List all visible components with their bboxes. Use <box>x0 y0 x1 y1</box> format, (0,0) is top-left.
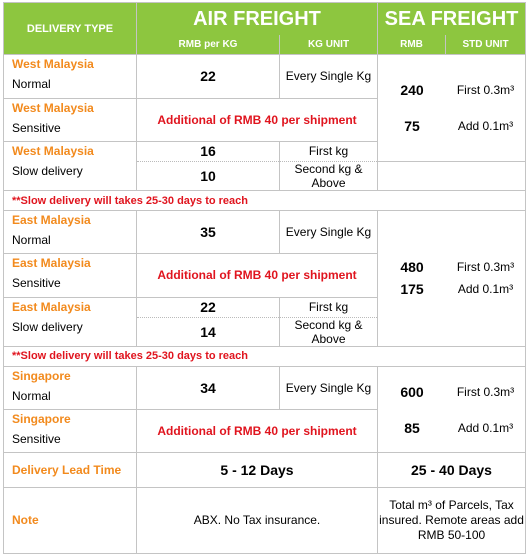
singapore-sensitive-type <box>4 410 137 453</box>
east-slow-notice: **Slow delivery will takes 25-30 days to reach <box>4 346 526 366</box>
west-slow-type <box>4 141 137 190</box>
region-label: West Malaysia <box>12 57 94 72</box>
east-slow-unit-1: First kg <box>280 297 378 317</box>
air-lead-time: 5 - 12 Days <box>137 453 378 487</box>
region-label: Singapore <box>12 368 71 383</box>
east-sea-rate-2: 175 <box>400 281 424 298</box>
rmb-per-kg-header: RMB per KG <box>137 35 280 55</box>
tier-label: Normal <box>12 388 51 403</box>
sea-note: Total m³ of Parcels, Tax insured. Remote areas add RMB 50-100 <box>378 487 526 553</box>
note-label: Note <box>4 487 137 553</box>
region-label: East Malaysia <box>12 213 91 228</box>
air-note: ABX. No Tax insurance. <box>137 487 378 553</box>
tier-label: Normal <box>12 77 51 92</box>
tier-label: Sensitive <box>12 432 61 447</box>
west-sea-continuation <box>378 161 526 190</box>
east-sea-unit-1: First 0.3m³ <box>456 260 515 275</box>
singapore-sea-rate-1: 600 <box>400 383 424 400</box>
west-sea-unit-1: First 0.3m³ <box>456 83 515 98</box>
region-label: East Malaysia <box>12 299 91 314</box>
west-normal-unit: Every Single Kg <box>280 55 378 98</box>
kg-unit-header: KG UNIT <box>280 35 378 55</box>
singapore-sensitive-surcharge: Additional of RMB 40 per shipment <box>137 410 378 453</box>
tier-label: Slow delivery <box>12 319 83 334</box>
singapore-normal-unit: Every Single Kg <box>280 366 378 409</box>
tier-label: Normal <box>12 233 51 248</box>
east-sensitive-type <box>4 254 137 297</box>
tier-label: Sensitive <box>12 276 61 291</box>
east-sea-rate-1: 480 <box>400 259 424 276</box>
east-slow-rate-2: 14 <box>137 317 280 346</box>
singapore-normal-type <box>4 366 137 409</box>
east-slow-unit-2: Second kg & Above <box>280 317 378 346</box>
lead-time-label: Delivery Lead Time <box>4 453 137 487</box>
east-normal-rate: 35 <box>137 211 280 254</box>
region-label: West Malaysia <box>12 143 94 158</box>
air-freight-header: AIR FREIGHT <box>137 3 378 35</box>
east-sea-unit-2: Add 0.1m³ <box>457 282 514 297</box>
singapore-sea-unit-1: First 0.3m³ <box>456 384 515 399</box>
west-slow-notice: **Slow delivery will takes 25-30 days to reach <box>4 191 526 211</box>
west-sea-rate-1: 240 <box>400 82 424 99</box>
tier-label: Slow delivery <box>12 163 83 178</box>
east-slow-rate-1: 22 <box>137 297 280 317</box>
west-sensitive-surcharge: Additional of RMB 40 per shipment <box>137 98 378 141</box>
east-normal-type <box>4 211 137 254</box>
west-slow-rate-1: 16 <box>137 141 280 161</box>
west-sea-unit-2: Add 0.1m³ <box>457 119 514 134</box>
delivery-type-header: DELIVERY TYPE <box>4 3 137 55</box>
region-label: West Malaysia <box>12 100 94 115</box>
sea-freight-header: SEA FREIGHT <box>378 3 526 35</box>
west-normal-type <box>4 55 137 98</box>
west-slow-unit-2: Second kg & Above <box>280 161 378 190</box>
singapore-normal-rate: 34 <box>137 366 280 409</box>
region-label: Singapore <box>12 412 71 427</box>
east-sensitive-surcharge: Additional of RMB 40 per shipment <box>137 254 378 297</box>
west-sea-rate-2: 75 <box>404 118 420 135</box>
east-sea-rates <box>378 211 526 347</box>
east-slow-type <box>4 297 137 346</box>
west-sensitive-type <box>4 98 137 141</box>
region-label: East Malaysia <box>12 256 91 271</box>
west-slow-rate-2: 10 <box>137 161 280 190</box>
west-slow-unit-1: First kg <box>280 141 378 161</box>
tier-label: Sensitive <box>12 120 61 135</box>
sea-lead-time: 25 - 40 Days <box>378 453 526 487</box>
std-unit-header: STD UNIT <box>446 35 526 55</box>
singapore-sea-unit-2: Add 0.1m³ <box>457 420 514 435</box>
singapore-sea-rates <box>378 366 526 452</box>
east-normal-unit: Every Single Kg <box>280 211 378 254</box>
rmb-header: RMB <box>378 35 446 55</box>
west-sea-rates <box>378 55 526 162</box>
singapore-sea-rate-2: 85 <box>404 419 420 436</box>
freight-rate-table <box>3 2 526 554</box>
west-normal-rate: 22 <box>137 55 280 98</box>
